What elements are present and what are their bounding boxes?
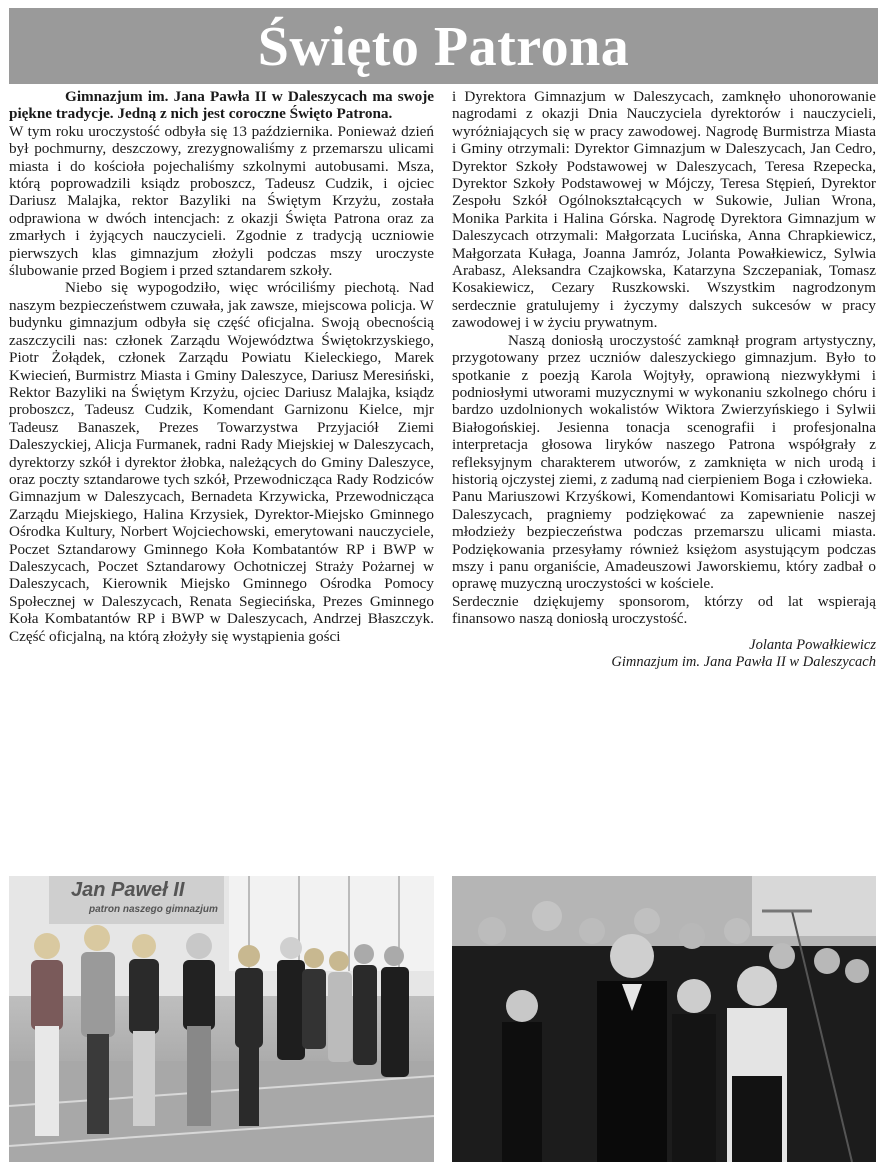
banner-line1: Jan Paweł II (71, 879, 185, 901)
article-column-left (9, 88, 434, 645)
article-lead: Gimnazjum im. Jana Pawła II w Daleszycach ma swoje piękne tradycje. Jedną z nich jest coroczne Święto Patrona. (9, 88, 434, 123)
photo-choir-performance (452, 876, 876, 1162)
photo-award-ceremony (9, 876, 434, 1162)
article-paragraph: Panu Mariuszowi Krzyśkowi, Komendantowi Komisariatu Policji w Daleszycach, pragniemy podziękować za zapewnienie naszej młodzieży bezpieczeństwa podczas przemarszu ulicami miasta. Podziękowania przesyłamy również księżom asystującym podczas mszy i panu organiście, Amadeuszowi Jaworskiemu, który zadbał o oprawę muzyczną uroczystości w kościele. (452, 488, 876, 593)
photo-choir-performance-image (452, 876, 876, 1162)
banner-line2: patron naszego gimnazjum (89, 904, 218, 915)
article-paragraph: Naszą doniosłą uroczystość zamknął program artystyczny, przygotowany przez uczniów daleszyckiego gimnazjum. Było to spotkanie z poezją Karola Wojtyły, oprawioną niezwykłymi i podniosłymi utworami muzycznymi w wykonaniu szkolnego chóru i bardzo uzdolnionych wokalistów Wiktora Zwierzyńskiego i Sylwii Białogońskiej. Jesienna tonacja scenografii i profesjonalna interpretacja głosowa liryków naszego Patrona współgrały z refleksyjnym charakterem utworów, z zamknięta w nich urodą i historią ojczystej ziemi, z zadumą nad cierpieniem Boga i człowieka. (452, 331, 876, 488)
page-title: Święto Patrona (257, 16, 630, 78)
article-paragraph: Serdecznie dziękujemy sponsorom, którzy od lat wspierają finansowo naszą doniosłą uroczystość. (452, 592, 876, 628)
signature (452, 637, 876, 671)
article-paragraph: W tym roku uroczystość odbyła się 13 października. Ponieważ dzień był pochmurny, deszczowy, zrezygnowaliśmy z przemarszu ulicami miasta i do kościoła pojechaliśmy szkolnymi autobusami. Msza, którą poprowadzili ksiądz proboszcz, Tadeusz Cudzik, i ojciec Dariusz Malajka, rektor Bazyliki na Świętym Krzyżu, została odprawiona w dwóch intencjach: z okazji Święta Patrona oraz za zmarłych i żyjących nauczycieli. Zgodnie z tradycją uczniowie pierwszych klas gimnazjum złożyli podczas mszy uroczyste ślubowanie przed Bogiem i przed sztandarem szkoły. (9, 122, 434, 280)
photo-award-ceremony-image (9, 876, 434, 1162)
article-paragraph: Niebo się wypogodziło, więc wróciliśmy piechotą. Nad naszym bezpieczeństwem czuwała, jak zawsze, miejscowa policja. W budynku gimnazjum odbyła się część oficjalna. Swoją obecnością zaszczycili nas: członek Zarządu Województwa Świętokrzyskiego, Piotr Żołądek, członek Zarządu Powiatu Kieleckiego, Marek Kwiecień, Burmistrz Miasta i Gminy Daleszyce, Dariusz Meresiński, Rektor Bazyliki na Świętym Krzyżu, ojciec Dariusz Malajka, ksiądz proboszcz, Tadeusz Cudzik, Komendant Garnizonu Kielce, mjr Tadeusz Banaszek, Prezes Towarzystwa Przyjaciół Ziemi Daleszyckiej, Alicja Furmanek, radni Rady Miejskiej w Daleszycach, dyrektorzy szkół i dyrektor żłobka, należących do Gminy Daleszyce, oraz poczty sztandarowe tych szkół, Przewodnicząca Rady Rodziców Gimnazjum w Daleszycach, Bernadeta Krzywicka, Przewodnicząca Zarządu Miejskiego, Halina Krzysiek, Dyrektor-Miejsko Gminnego Ośrodka Kultury, Norbert Wojciechowski, emerytowani nauczyciele, Poczet Sztandarowy Gminnego Koła Kombatantów RP i BWP w Daleszycach, Poczet Sztandarowy Ochotniczej Straży Pożarnej w Daleszycach, Kierownik Miejsko Gminnego Ośrodka Pomocy Społecznej w Daleszycach, Renata Segiecińska, Prezes Gminnego Koła Kombatantów RP i BWP w Daleszycach, Andrzej Błaszczyk. Część oficjalną, na którą złożyły się wystąpienia gości (9, 279, 434, 645)
article-column-right (452, 88, 876, 671)
title-banner (9, 8, 878, 84)
signature-institution: Gimnazjum im. Jana Pawła II w Daleszycach (611, 653, 876, 670)
signature-author: Jolanta Powałkiewicz (749, 636, 876, 653)
article-paragraph: i Dyrektora Gimnazjum w Daleszycach, zamknęło uhonorowanie nagrodami z okazji Dnia Nauczyciela dyrektorów i nauczycieli, wyróżniających się w pracy zawodowej. Nagrodę Burmistrza Miasta i Gminy otrzymali: Dyrektor Gimnazjum w Daleszycach, Jan Cedro, Dyrektor Szkoły Podstawowej w Daleszycach, Teresa Rzepecka, Dyrektor Szkoły Podstawowej w Mójczy, Teresa Stępień, Dyrektor Zespołu Szkół Ogólnokształcących w Sukowie, Julian Wrona, Monika Parkita i Halina Górska. Nagrodę Dyrektora Gimnazjum w Daleszycach otrzymali: Małgorzata Lucińska, Anna Chrapkiewicz, Małgorzata Kułaga, Joanna Jamróz, Jolanta Powałkiewicz, Sylwia Arabasz, Aleksandra Czajkowska, Katarzyna Szczepaniak, Tomasz Kosakiewicz, Cezary Ruszkowski. Wszystkim nagrodzonym serdecznie gratulujemy i życzymy dalszych sukcesów w pracy zawodowej i w życiu prywatnym. (452, 88, 876, 332)
